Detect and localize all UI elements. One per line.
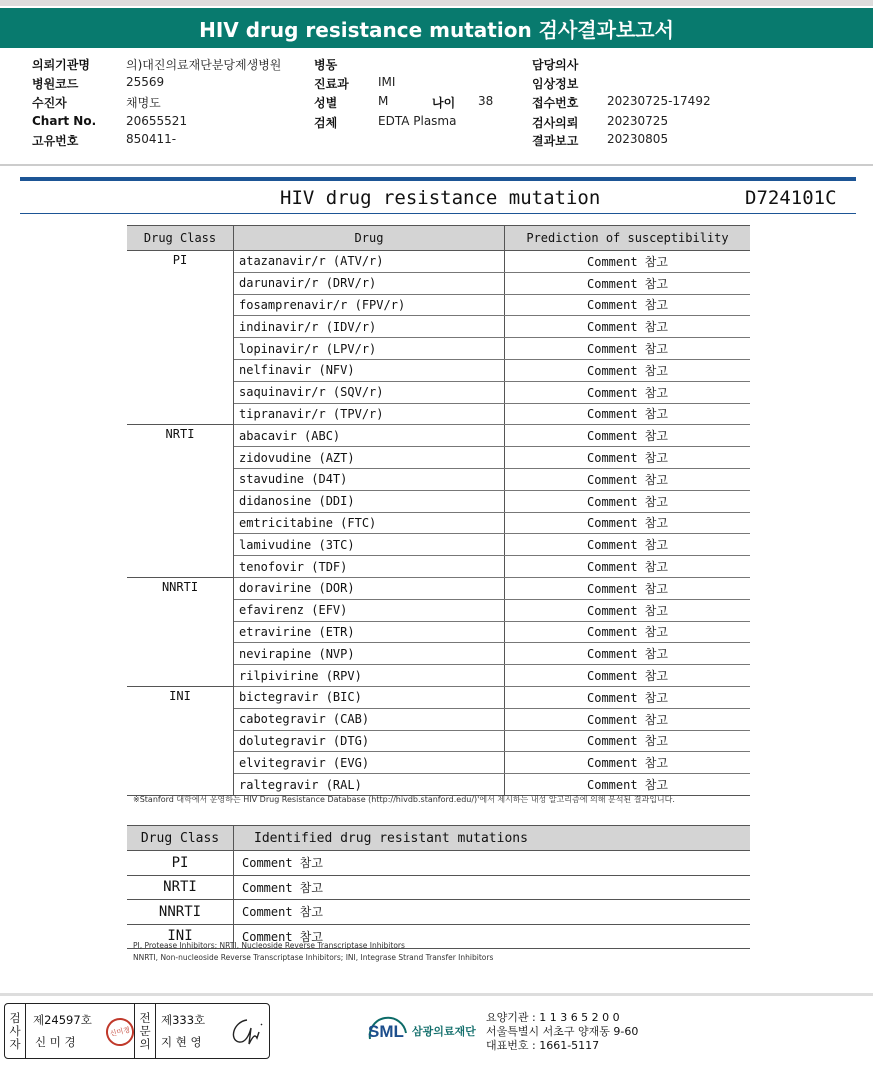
- report-header-title: HIV drug resistance mutation 검사결과보고서: [0, 8, 873, 48]
- drug-name-cell: elvitegravir (EVG): [234, 752, 505, 774]
- mutation-class-cell: NNRTI: [127, 900, 234, 925]
- drug-name-cell: lamivudine (3TC): [234, 534, 505, 556]
- prediction-cell: Comment 참고: [505, 577, 751, 599]
- mutation-table: [127, 825, 750, 949]
- title-rule-top: [20, 177, 856, 181]
- info-value: 20230725-17492: [607, 94, 711, 108]
- info-label: 고유번호: [32, 134, 79, 148]
- patient-info: [0, 52, 873, 162]
- specialist-name: 지 현 영: [161, 1035, 202, 1049]
- mutation-class-cell: PI: [127, 851, 234, 876]
- info-label: Chart No.: [32, 114, 97, 128]
- mutation-class-cell: INI: [127, 924, 234, 949]
- drug-name-cell: indinavir/r (IDV/r): [234, 316, 505, 338]
- prediction-cell: Comment 참고: [505, 403, 751, 425]
- drug-class-cell: PI: [127, 251, 234, 425]
- prediction-cell: Comment 참고: [505, 447, 751, 469]
- col-header-prediction: Prediction of susceptibility: [505, 226, 751, 251]
- drug-class-cell: NNRTI: [127, 577, 234, 686]
- drug-name-cell: raltegravir (RAL): [234, 774, 505, 796]
- report-code: D724101C: [745, 187, 837, 209]
- signature-scribble-icon: [225, 1014, 265, 1048]
- report-title: HIV drug resistance mutation: [280, 187, 601, 209]
- drug-name-cell: didanosine (DDI): [234, 490, 505, 512]
- drug-name-cell: atazanavir/r (ATV/r): [234, 251, 505, 273]
- lab-address: [486, 1011, 638, 1053]
- examiner-license: 제24597호: [33, 1013, 92, 1027]
- prediction-cell: Comment 참고: [505, 338, 751, 360]
- table-row: [127, 900, 750, 925]
- table-row: [127, 875, 750, 900]
- drug-name-cell: tipranavir/r (TPV/r): [234, 403, 505, 425]
- drug-name-cell: bictegravir (BIC): [234, 686, 505, 708]
- examiner-seal-icon: 신미경: [103, 1015, 136, 1048]
- info-value: 20655521: [126, 114, 188, 128]
- info-label: 담당의사: [532, 58, 579, 72]
- info-label: 검사의뢰: [532, 116, 579, 130]
- info-label: 병동: [314, 58, 338, 72]
- info-value: 채명도: [126, 96, 161, 110]
- prediction-cell: Comment 참고: [505, 316, 751, 338]
- info-value: M: [378, 94, 389, 108]
- table-row: [127, 251, 750, 273]
- drug-name-cell: rilpivirine (RPV): [234, 665, 505, 687]
- database-note: ※Stanford 대학에서 운영하는 HIV Drug Resistance Database (http://hivdb.stanford.edu/)'에서 제시하는 내성 알고리즘에 의해 분석된 결과입니다.: [133, 795, 675, 804]
- drug-susceptibility-table: [127, 225, 750, 796]
- info-value: 20230725: [607, 114, 669, 128]
- prediction-cell: Comment 참고: [505, 512, 751, 534]
- header-divider: [0, 164, 873, 166]
- table-row: [127, 425, 750, 447]
- drug-name-cell: nevirapine (NVP): [234, 643, 505, 665]
- info-label: 의뢰기관명: [32, 58, 90, 72]
- table-row: [127, 577, 750, 599]
- mutation-class-cell: NRTI: [127, 875, 234, 900]
- lab-name: 삼광의료재단: [412, 1025, 476, 1038]
- prediction-cell: Comment 참고: [505, 381, 751, 403]
- prediction-cell: Comment 참고: [505, 556, 751, 578]
- drug-name-cell: tenofovir (TDF): [234, 556, 505, 578]
- info-value: EDTA Plasma: [378, 114, 457, 128]
- mutation-value-cell: Comment 참고: [234, 851, 751, 876]
- signature-box: [4, 1003, 270, 1059]
- lab-code: 요양기관 : 1 1 3 6 5 2 0 0: [486, 1011, 620, 1024]
- abbreviations: [133, 940, 773, 964]
- mutation-value-cell: Comment 참고: [234, 924, 751, 949]
- age-label: 나이: [432, 96, 456, 110]
- info-label: 성별: [314, 96, 338, 110]
- abbr-line-1: PI, Protease Inhibitors; NRTI, Nucleoside Reverse Transcriptase Inhibitors: [133, 941, 405, 950]
- abbr-line-2: NNRTI, Non-nucleoside Reverse Transcriptase Inhibitors; INI, Integrase Strand Transfer Inhibitors: [133, 953, 494, 962]
- prediction-cell: Comment 참고: [505, 534, 751, 556]
- drug-class-cell: NRTI: [127, 425, 234, 578]
- drug-class-cell: INI: [127, 686, 234, 795]
- mutation-value-cell: Comment 참고: [234, 900, 751, 925]
- top-strip: [0, 0, 873, 6]
- specialist-license: 제333호: [161, 1013, 206, 1027]
- lab-phone: 대표번호 : 1661-5117: [486, 1039, 600, 1052]
- specialist-label: 전 문 의: [134, 1004, 156, 1058]
- info-label: 임상정보: [532, 77, 579, 91]
- title-rule-bottom: [20, 213, 856, 214]
- info-label: 병원코드: [32, 77, 79, 91]
- prediction-cell: Comment 참고: [505, 251, 751, 273]
- drug-name-cell: doravirine (DOR): [234, 577, 505, 599]
- info-value: 20230805: [607, 132, 669, 146]
- drug-name-cell: zidovudine (AZT): [234, 447, 505, 469]
- drug-name-cell: efavirenz (EFV): [234, 599, 505, 621]
- svg-text:SML: SML: [368, 1022, 404, 1041]
- drug-name-cell: lopinavir/r (LPV/r): [234, 338, 505, 360]
- info-label: 검체: [314, 116, 338, 130]
- prediction-cell: Comment 참고: [505, 599, 751, 621]
- info-label: 수진자: [32, 96, 67, 110]
- drug-name-cell: nelfinavir (NFV): [234, 359, 505, 381]
- mutation-value-cell: Comment 참고: [234, 875, 751, 900]
- prediction-cell: Comment 참고: [505, 774, 751, 796]
- examiner-label: 검 사 자: [5, 1004, 26, 1058]
- prediction-cell: Comment 참고: [505, 686, 751, 708]
- prediction-cell: Comment 참고: [505, 294, 751, 316]
- footer-divider: [0, 993, 873, 996]
- col-header-drug: Drug: [234, 226, 505, 251]
- drug-name-cell: emtricitabine (FTC): [234, 512, 505, 534]
- drug-name-cell: dolutegravir (DTG): [234, 730, 505, 752]
- drug-name-cell: darunavir/r (DRV/r): [234, 272, 505, 294]
- drug-name-cell: fosamprenavir/r (FPV/r): [234, 294, 505, 316]
- prediction-cell: Comment 참고: [505, 359, 751, 381]
- table-row: [127, 686, 750, 708]
- mut-col-header-mutations: Identified drug resistant mutations: [234, 826, 751, 851]
- drug-name-cell: saquinavir/r (SQV/r): [234, 381, 505, 403]
- prediction-cell: Comment 참고: [505, 425, 751, 447]
- drug-name-cell: etravirine (ETR): [234, 621, 505, 643]
- col-header-drug-class: Drug Class: [127, 226, 234, 251]
- info-label: 접수번호: [532, 96, 579, 110]
- prediction-cell: Comment 참고: [505, 708, 751, 730]
- prediction-cell: Comment 참고: [505, 643, 751, 665]
- prediction-cell: Comment 참고: [505, 272, 751, 294]
- prediction-cell: Comment 참고: [505, 665, 751, 687]
- prediction-cell: Comment 참고: [505, 490, 751, 512]
- info-value: IMI: [378, 75, 396, 89]
- prediction-cell: Comment 참고: [505, 621, 751, 643]
- drug-name-cell: stavudine (D4T): [234, 468, 505, 490]
- lab-street: 서울특별시 서초구 양재동 9-60: [486, 1025, 639, 1038]
- table-row: [127, 851, 750, 876]
- examiner-name: 신 미 경: [35, 1035, 76, 1049]
- mut-col-header-class: Drug Class: [127, 826, 234, 851]
- info-label: 결과보고: [532, 134, 579, 148]
- drug-name-cell: cabotegravir (CAB): [234, 708, 505, 730]
- age-value: 38: [478, 94, 494, 108]
- info-value: 25569: [126, 75, 165, 89]
- prediction-cell: Comment 참고: [505, 468, 751, 490]
- drug-name-cell: abacavir (ABC): [234, 425, 505, 447]
- prediction-cell: Comment 참고: [505, 752, 751, 774]
- info-value: 850411-: [126, 132, 177, 146]
- info-label: 진료과: [314, 77, 349, 91]
- prediction-cell: Comment 참고: [505, 730, 751, 752]
- info-value: 의)대진의료재단분당제생병원: [126, 58, 282, 72]
